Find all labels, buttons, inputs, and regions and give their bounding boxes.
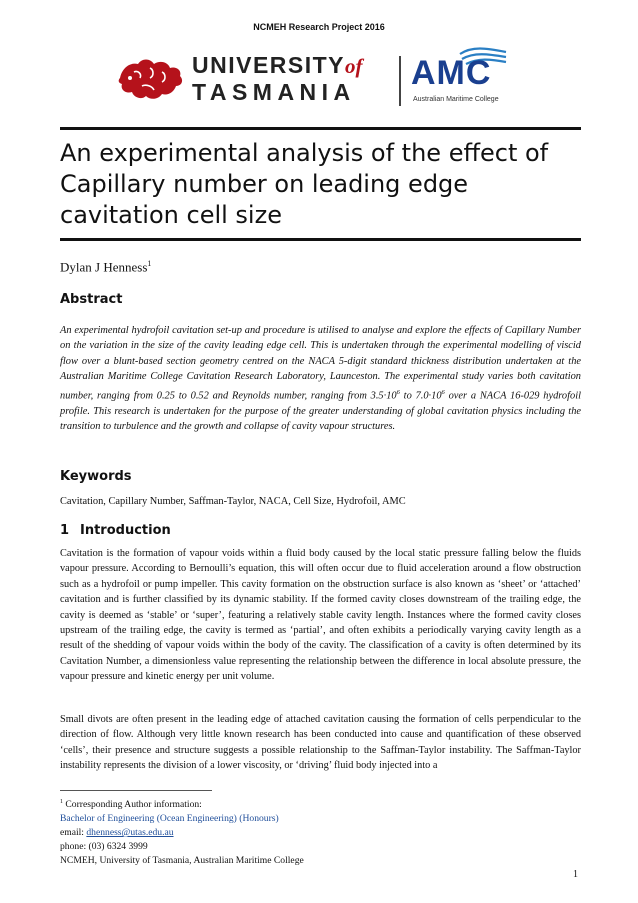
introduction-heading xyxy=(60,523,171,538)
author-line xyxy=(60,259,151,275)
email-link[interactable]: dhenness@utas.edu.au xyxy=(86,827,174,839)
keywords-text: Cavitation, Capillary Number, Saffman-Taylor, NACA, Cell Size, Hydrofoil, AMC xyxy=(60,496,406,507)
footnote-email-line: email: dhenness@utas.edu.au xyxy=(60,827,174,839)
amc-wordmark: AMC xyxy=(411,54,492,92)
footnote-affiliation: NCMEH, University of Tasmania, Australian Maritime College xyxy=(60,855,304,867)
author-name: Dylan J Henness xyxy=(60,259,148,275)
footnote-mark: 1 xyxy=(60,799,63,805)
footnote xyxy=(60,795,581,868)
utas-wordmark-of: of xyxy=(345,54,363,78)
abstract-text: An experimental hydrofoil cavitation set-up and procedure is utilised to analyse and explore the effects of Capillary Number on the variation in the size of the cavity leading edge cell. This is undertaken through the experimental modelling of viscid flow over a blunt-based section geometry centred on the NACA 5-digit standard thickness distribution undertaken at the Australian Maritime College Cavitation Research Laboratory, Launceston. The experimental study varies both cavitation number, ranging from 0.25 to 0.52 and Reynolds number, ranging from $3.5\cdot 10^6$ to $7.0\cdot 10^6$ over a NACA 16-029 hydrofoil profile. This research is undertaken for the purpose of the greater understanding of global cavitation physics including the transition to turbulence and the growth and collapse of cavity vapour structures. xyxy=(60,325,581,432)
introduction-paragraph-2: Small divots are often present in the leading edge of attached cavitation causing the formation of cells perpendicular to the direction of flow. Although very little known research has been conducted into cause and quantification of these observed ‘cells’, their presence and structure suggests a possible relationship to the Saffman-Taylor instability. The Saffman-Taylor instability represents the division of a lower viscosity, or ‘driving’ fluid body injected into a xyxy=(60,714,581,772)
page-number: 1 xyxy=(573,869,578,880)
institution-logos xyxy=(116,46,536,110)
tasmanian-lion-logo-icon xyxy=(116,56,186,102)
author-footnote-mark: 1 xyxy=(147,259,152,268)
section-title: Introduction xyxy=(80,523,171,538)
footnote-line-1: $^1$ Corresponding Author information: xyxy=(60,799,202,811)
utas-wordmark-line1: UNIVERSITYof xyxy=(192,52,363,78)
abstract-heading: Abstract xyxy=(60,292,123,307)
running-head: NCMEH Research Project 2016 xyxy=(253,22,385,32)
paper-title: An experimental analysis of the effect of Capillary number on leading edge cavitation cell size xyxy=(60,139,549,229)
title-rule-top xyxy=(60,127,581,130)
section-number: 1 xyxy=(60,523,70,538)
footnote-rule xyxy=(60,790,212,791)
introduction-paragraph-1: Cavitation is the formation of vapour voids within a fluid body caused by the local static pressure falling below the fluids vapour pressure. According to Bernoulli’s equation, this will often occur due to fluid acceleration around a flow obstruction such as a hydrofoil or pump impeller. This cavity formation on the obstruction surface is also known as ‘sheet’ or ‘attached’ cavitation and is further classified by its dynamic stability. If the formed cavity closes downstream of the trailing edge, the cavity is deemed as ‘stable’ or ‘super’, featuring a relatively stable cavity length. Instances where the formed cavity closes upstream of the trailing edge, the cavity is termed as ‘partial’, and often exhibits a periodically varying cavity length as a result of the shedding of vapour voids within the body of the cavity. The classification of a cavity is often determined by its Cavitation Number, a dimensionless value representing the relationship between the difference in local absolute pressure, the vapour pressure and kinetic energy per unit volume. xyxy=(60,548,581,683)
keywords-heading: Keywords xyxy=(60,469,132,484)
title-rule-bottom xyxy=(60,238,581,241)
logo-divider xyxy=(399,56,401,106)
footnote-phone: phone: (03) 6324 3999 xyxy=(60,841,148,853)
amc-subtitle: Australian Maritime College xyxy=(413,96,499,103)
footnote-degree: Bachelor of Engineering (Ocean Engineering) (Honours) xyxy=(60,813,279,825)
utas-wordmark-line2: TASMANIA xyxy=(192,79,356,105)
